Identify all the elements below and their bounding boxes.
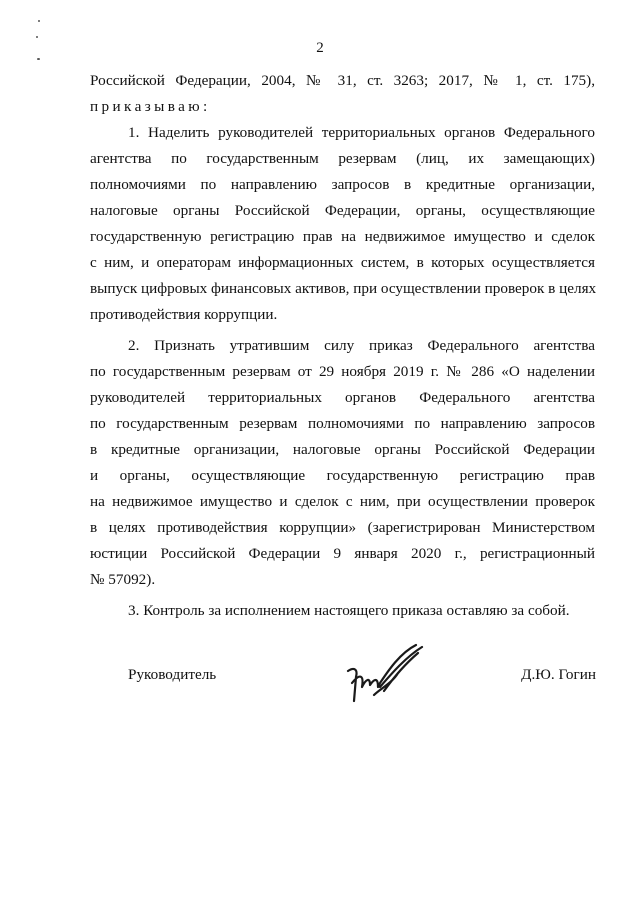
page-number: 2 [316,40,324,56]
signature-block [128,666,596,690]
scan-speck [37,58,40,60]
text-line: 3. Контроль за исполнением настоящего приказа оставляю за собой. [128,602,570,619]
text-line: в кредитные организации, налоговые органы Российской Федерации [90,441,595,458]
text-line: агентства по государственным резервам (лиц, их замещающих) [90,150,595,167]
signer-title: Руководитель [128,666,217,683]
text-line: руководителей территориальных органов Федерального агентства [90,389,595,406]
document-body [90,68,595,624]
text-line: № 57092). [90,571,156,588]
text-line: юстиции Российской Федерации 9 января 2020 г., регистрационный [90,545,595,562]
text-line: приказываю: [90,98,211,115]
text-line: 1. Наделить руководителей территориальных органов Федерального [128,124,595,141]
text-line: по государственным резервам от 29 ноября 2019 г. № 286 «О наделении [90,363,595,380]
text-line: с ним, и операторам информационных систем, в которых осуществляется [90,254,595,271]
signer-name: Д.Ю. Гогин [521,666,596,683]
text-line: Российской Федерации, 2004, № 31, ст. 3263; 2017, № 1, ст. 175), [90,72,595,89]
text-line: выпуск цифровых финансовых активов, при осуществлении проверок в целях [90,280,597,297]
text-line: на недвижимое имущество и сделок с ним, при осуществлении проверок [90,493,595,510]
text-line: 2. Признать утратившим силу приказ Федерального агентства [128,337,595,354]
text-line: в целях противодействия коррупции» (зарегистрирован Министерством [90,519,595,536]
text-line: по государственным резервам полномочиями по направлению запросов [90,415,595,432]
text-line: налоговые органы Российской Федерации, органы, осуществляющие [90,202,595,219]
scan-speck [36,36,38,38]
text-line: противодействия коррупции. [90,306,278,323]
scan-speck [38,20,40,22]
text-line: полномочиями по направлению запросов в кредитные организации, [90,176,595,193]
text-line: государственную регистрацию прав на недвижимое имущество и сделок [90,228,595,245]
text-line: и органы, осуществляющие государственную регистрацию прав [90,467,595,484]
